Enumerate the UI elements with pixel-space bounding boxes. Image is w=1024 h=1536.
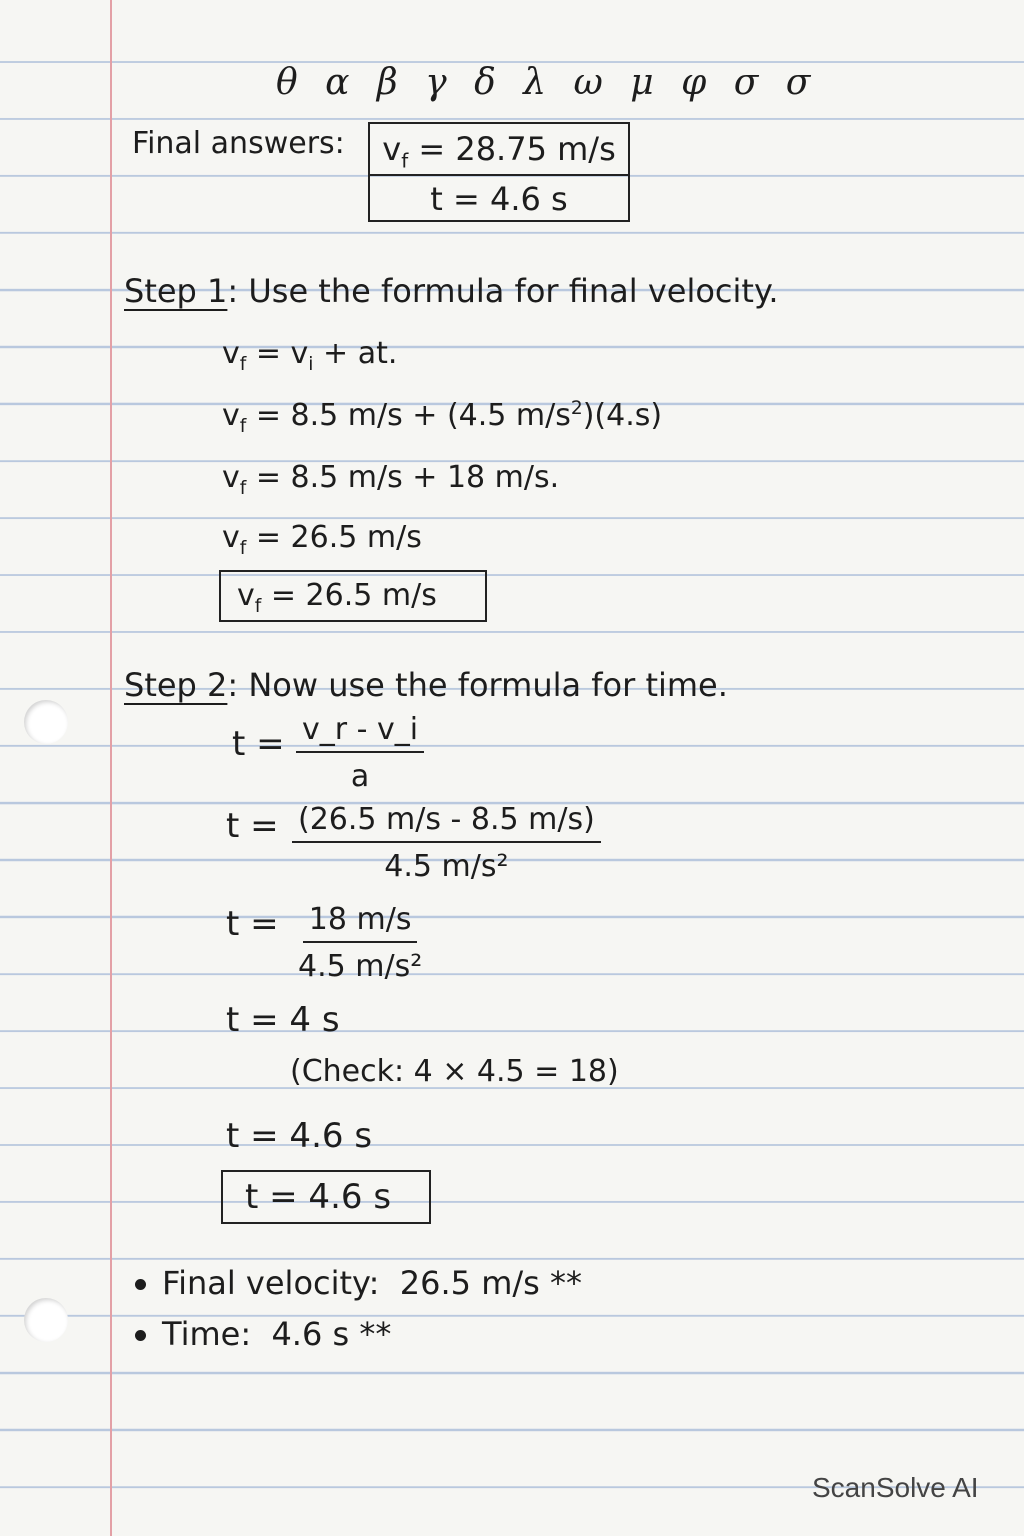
- bullet-icon: [135, 1279, 146, 1290]
- answer-divider: [370, 174, 628, 176]
- step2-boxed-answer: t = 4.6 s: [221, 1170, 431, 1224]
- step1-heading: Step 1: [124, 272, 228, 310]
- summary-item-time: Time: 4.6 s **: [162, 1315, 392, 1353]
- final-answers-label: Final answers:: [132, 126, 345, 161]
- final-vf-value: 28.75 m/s: [455, 130, 616, 168]
- time-sub-fraction: [292, 802, 601, 884]
- step2-instruction: : Now use the formula for time.: [227, 666, 728, 704]
- time-sub-denominator: 4.5 m/s²: [384, 849, 509, 884]
- step1-instruction: : Use the formula for final velocity.: [227, 272, 779, 310]
- step2-heading: Step 2: [124, 666, 228, 704]
- brand-watermark: ScanSolve AI: [812, 1472, 979, 1503]
- punch-hole: [24, 700, 68, 744]
- step1-line-1: $v_f = v_i$ + at.: [222, 336, 398, 375]
- time-sub-lhs: t =: [226, 806, 279, 846]
- time-check: (Check: 4 × 4.5 = 18): [290, 1054, 619, 1089]
- summary-item-velocity: Final velocity: 26.5 m/s **: [162, 1264, 582, 1302]
- step1-title: [124, 272, 779, 310]
- time-formula-denominator: a: [350, 759, 370, 794]
- final-vf-answer: $v_f = 28.75$ m/s: [382, 130, 616, 173]
- punch-hole: [24, 1298, 68, 1342]
- margin-line: [110, 0, 112, 1536]
- time-sub-numerator: (26.5 m/s - 8.5 m/s): [292, 802, 601, 843]
- bullet-icon: [135, 1330, 146, 1341]
- step1-line-2: $v_f = 8.5$ m/s + (4.5 $m/s^2)(4.s)$: [222, 398, 663, 437]
- step1-boxed-answer: $v_f = 26.5$ m/s: [219, 570, 487, 622]
- time-simp-fraction: [298, 902, 422, 984]
- time-result: t = 4 s: [226, 1000, 340, 1040]
- step2-title: [124, 666, 728, 704]
- time-formula-lhs: t =: [232, 724, 285, 764]
- time-formula-numerator: v_r - v_i: [296, 712, 424, 753]
- step1-line-4: $v_f = 26.5$ m/s: [222, 520, 422, 559]
- final-answers-box: [368, 122, 630, 222]
- time-simp-lhs: t =: [226, 904, 279, 944]
- time-simp-denominator: 4.5 m/s²: [298, 949, 423, 984]
- time-result-2: t = 4.6 s: [226, 1116, 373, 1156]
- greek-letters: θ α β γ δ λ ω μ φ σ σ: [276, 62, 819, 103]
- time-simp-numerator: 18 m/s: [303, 902, 418, 943]
- step1-line-3: $v_f = 8.5$ m/s + 18 m/s.: [222, 460, 560, 499]
- final-t-answer: t = 4.6 s: [430, 180, 568, 218]
- time-formula-fraction: [296, 712, 424, 794]
